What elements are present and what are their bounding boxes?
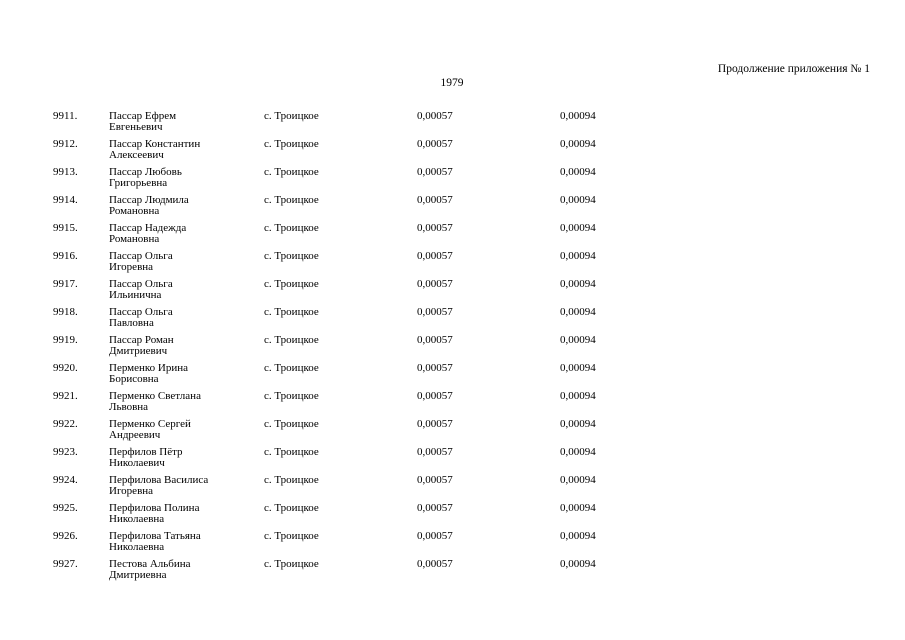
surname-firstname: Перменко Светлана bbox=[109, 390, 201, 402]
share-value-2: 0,00094 bbox=[560, 390, 596, 402]
place: с. Троицкое bbox=[264, 362, 319, 374]
table-row bbox=[0, 447, 905, 475]
patronymic: Романовна bbox=[109, 233, 160, 245]
row-number: 9921. bbox=[53, 390, 78, 402]
person-name bbox=[109, 447, 259, 469]
patronymic: Григорьевна bbox=[109, 177, 168, 189]
table-row bbox=[0, 139, 905, 167]
row-number: 9926. bbox=[53, 530, 78, 542]
share-value-2: 0,00094 bbox=[560, 110, 596, 122]
table-row bbox=[0, 251, 905, 279]
person-name bbox=[109, 307, 259, 329]
surname-firstname: Пассар Константин bbox=[109, 138, 201, 150]
share-value-1: 0,00057 bbox=[417, 222, 453, 234]
share-value-2: 0,00094 bbox=[560, 334, 596, 346]
person-name bbox=[109, 559, 259, 581]
surname-firstname: Перфилов Пётр bbox=[109, 446, 183, 458]
table-row bbox=[0, 391, 905, 419]
share-value-1: 0,00057 bbox=[417, 362, 453, 374]
place: с. Троицкое bbox=[264, 222, 319, 234]
share-value-2: 0,00094 bbox=[560, 418, 596, 430]
table-row bbox=[0, 307, 905, 335]
place: с. Троицкое bbox=[264, 446, 319, 458]
place: с. Троицкое bbox=[264, 474, 319, 486]
person-name bbox=[109, 503, 259, 525]
person-name bbox=[109, 279, 259, 301]
share-value-2: 0,00094 bbox=[560, 250, 596, 262]
share-value-2: 0,00094 bbox=[560, 558, 596, 570]
table-row bbox=[0, 475, 905, 503]
person-name bbox=[109, 475, 259, 497]
person-name bbox=[109, 251, 259, 273]
place: с. Троицкое bbox=[264, 390, 319, 402]
patronymic: Николаевна bbox=[109, 513, 165, 525]
person-name bbox=[109, 223, 259, 245]
row-number: 9913. bbox=[53, 166, 78, 178]
share-value-1: 0,00057 bbox=[417, 334, 453, 346]
share-value-1: 0,00057 bbox=[417, 278, 453, 290]
table-row bbox=[0, 419, 905, 447]
row-number: 9917. bbox=[53, 278, 78, 290]
person-name bbox=[109, 111, 259, 133]
row-number: 9923. bbox=[53, 446, 78, 458]
share-value-1: 0,00057 bbox=[417, 110, 453, 122]
table-row bbox=[0, 531, 905, 559]
place: с. Троицкое bbox=[264, 278, 319, 290]
row-number: 9919. bbox=[53, 334, 78, 346]
surname-firstname: Перфилова Василиса bbox=[109, 474, 209, 486]
place: с. Троицкое bbox=[264, 334, 319, 346]
share-value-1: 0,00057 bbox=[417, 502, 453, 514]
patronymic: Львовна bbox=[109, 401, 149, 413]
share-value-1: 0,00057 bbox=[417, 390, 453, 402]
patronymic: Евгеньевич bbox=[109, 121, 163, 133]
row-number: 9914. bbox=[53, 194, 78, 206]
table-row bbox=[0, 111, 905, 139]
share-value-1: 0,00057 bbox=[417, 418, 453, 430]
patronymic: Николаевич bbox=[109, 457, 165, 469]
place: с. Троицкое bbox=[264, 166, 319, 178]
share-value-1: 0,00057 bbox=[417, 250, 453, 262]
person-name bbox=[109, 419, 259, 441]
surname-firstname: Пестова Альбина bbox=[109, 558, 191, 570]
patronymic: Игоревна bbox=[109, 261, 154, 273]
place: с. Троицкое bbox=[264, 418, 319, 430]
share-value-1: 0,00057 bbox=[417, 558, 453, 570]
table-row bbox=[0, 363, 905, 391]
share-value-2: 0,00094 bbox=[560, 502, 596, 514]
person-name bbox=[109, 363, 259, 385]
patronymic: Дмитриевна bbox=[109, 569, 167, 581]
place: с. Троицкое bbox=[264, 306, 319, 318]
person-name bbox=[109, 531, 259, 553]
row-number: 9927. bbox=[53, 558, 78, 570]
appendix-continuation-label: Продолжение приложения № 1 bbox=[717, 63, 870, 75]
table-row bbox=[0, 335, 905, 363]
share-value-1: 0,00057 bbox=[417, 138, 453, 150]
person-name bbox=[109, 139, 259, 161]
document-table bbox=[0, 111, 905, 587]
surname-firstname: Пассар Надежда bbox=[109, 222, 187, 234]
table-row bbox=[0, 223, 905, 251]
row-number: 9920. bbox=[53, 362, 78, 374]
person-name bbox=[109, 391, 259, 413]
share-value-2: 0,00094 bbox=[560, 306, 596, 318]
surname-firstname: Пассар Ефрем bbox=[109, 110, 177, 122]
share-value-1: 0,00057 bbox=[417, 474, 453, 486]
person-name bbox=[109, 167, 259, 189]
surname-firstname: Пассар Людмила bbox=[109, 194, 189, 206]
surname-firstname: Пассар Роман bbox=[109, 334, 174, 346]
patronymic: Николаевна bbox=[109, 541, 165, 553]
page-number: 1979 bbox=[440, 77, 464, 89]
row-number: 9922. bbox=[53, 418, 78, 430]
share-value-2: 0,00094 bbox=[560, 446, 596, 458]
table-row bbox=[0, 503, 905, 531]
share-value-1: 0,00057 bbox=[417, 166, 453, 178]
person-name bbox=[109, 195, 259, 217]
share-value-2: 0,00094 bbox=[560, 194, 596, 206]
table-row bbox=[0, 167, 905, 195]
place: с. Троицкое bbox=[264, 502, 319, 514]
row-number: 9924. bbox=[53, 474, 78, 486]
row-number: 9911. bbox=[53, 110, 78, 122]
patronymic: Борисовна bbox=[109, 373, 159, 385]
share-value-2: 0,00094 bbox=[560, 166, 596, 178]
patronymic: Ильинична bbox=[109, 289, 162, 301]
share-value-2: 0,00094 bbox=[560, 278, 596, 290]
surname-firstname: Пассар Любовь bbox=[109, 166, 182, 178]
patronymic: Андреевич bbox=[109, 429, 161, 441]
patronymic: Дмитриевич bbox=[109, 345, 168, 357]
place: с. Троицкое bbox=[264, 110, 319, 122]
surname-firstname: Перфилова Полина bbox=[109, 502, 200, 514]
share-value-2: 0,00094 bbox=[560, 362, 596, 374]
patronymic: Павловна bbox=[109, 317, 154, 329]
surname-firstname: Перменко Ирина bbox=[109, 362, 189, 374]
place: с. Троицкое bbox=[264, 530, 319, 542]
share-value-1: 0,00057 bbox=[417, 446, 453, 458]
share-value-2: 0,00094 bbox=[560, 474, 596, 486]
person-name bbox=[109, 335, 259, 357]
share-value-1: 0,00057 bbox=[417, 306, 453, 318]
share-value-2: 0,00094 bbox=[560, 138, 596, 150]
row-number: 9925. bbox=[53, 502, 78, 514]
place: с. Троицкое bbox=[264, 138, 319, 150]
patronymic: Игоревна bbox=[109, 485, 154, 497]
surname-firstname: Пассар Ольга bbox=[109, 306, 173, 318]
patronymic: Алексеевич bbox=[109, 149, 164, 161]
surname-firstname: Перменко Сергей bbox=[109, 418, 191, 430]
row-number: 9918. bbox=[53, 306, 78, 318]
share-value-1: 0,00057 bbox=[417, 194, 453, 206]
share-value-1: 0,00057 bbox=[417, 530, 453, 542]
patronymic: Романовна bbox=[109, 205, 160, 217]
table-row bbox=[0, 195, 905, 223]
row-number: 9912. bbox=[53, 138, 78, 150]
row-number: 9915. bbox=[53, 222, 78, 234]
row-number: 9916. bbox=[53, 250, 78, 262]
share-value-2: 0,00094 bbox=[560, 530, 596, 542]
surname-firstname: Перфилова Татьяна bbox=[109, 530, 201, 542]
place: с. Троицкое bbox=[264, 194, 319, 206]
table-row bbox=[0, 559, 905, 587]
table-row bbox=[0, 279, 905, 307]
place: с. Троицкое bbox=[264, 558, 319, 570]
place: с. Троицкое bbox=[264, 250, 319, 262]
surname-firstname: Пассар Ольга bbox=[109, 250, 173, 262]
share-value-2: 0,00094 bbox=[560, 222, 596, 234]
surname-firstname: Пассар Ольга bbox=[109, 278, 173, 290]
